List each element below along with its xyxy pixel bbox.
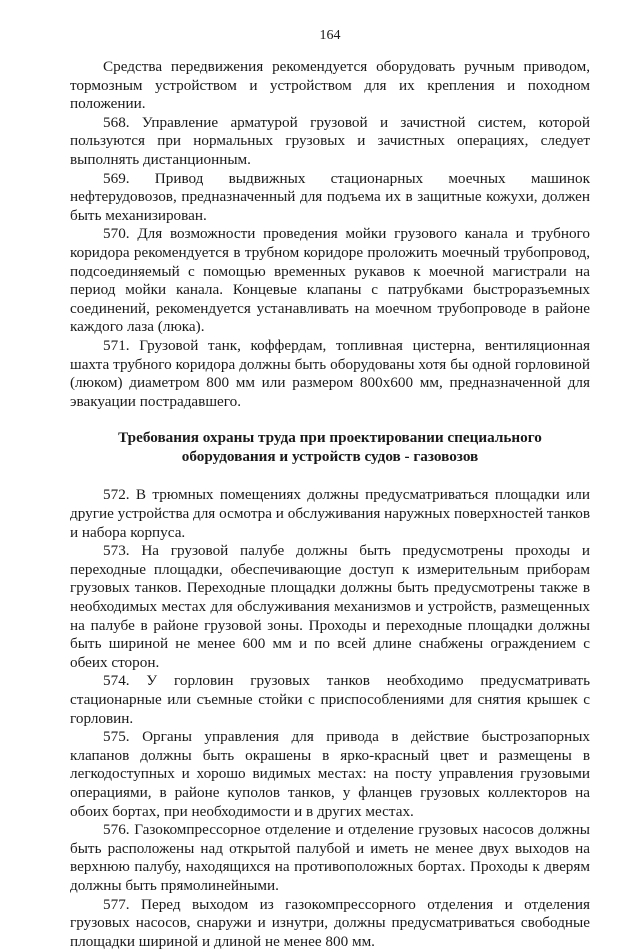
document-page xyxy=(70,28,590,951)
paragraph-569: 569. Привод выдвижных стационарных моечных машинок нефтерудовозов, предназначенный для подъема их в защитные кожухи, должен быть механизирован. xyxy=(70,169,590,224)
page-number: 164 xyxy=(319,28,341,43)
paragraph-572: 572. В трюмных помещениях должны предусматриваться площадки или другие устройства для осмотра и обслуживания наружных поверхностей танков и набора корпуса. xyxy=(70,486,590,541)
section-heading-line-2: оборудования и устройств судов - газовозов xyxy=(181,447,479,465)
paragraph-571: 571. Грузовой танк, коффердам, топливная цистерна, вентиляционная шахта трубного коридора должны быть оборудованы хотя бы одной горловиной (люком) диаметром 800 мм или размером 800х600 мм, предназначенной для эвакуации пострадавшего. xyxy=(70,336,590,410)
paragraph-mobility-equipment: Средства передвижения рекомендуется оборудовать ручным приводом, тормозным устройством и устройством для их крепления и походном положении. xyxy=(70,58,590,113)
section-heading xyxy=(70,429,590,466)
paragraph-577: 577. Перед выходом из газокомпрессорного отделения и отделения грузовых насосов, снаружи и изнутри, должны предусматриваться свободные площадки шириной и длиной не менее 800 мм. xyxy=(70,895,590,950)
paragraph-573: 573. На грузовой палубе должны быть предусмотрены проходы и переходные площадки, обеспечивающие доступ к измерительным приборам грузовых танков. Переходные площадки должны быть предусмотрены также в необходимых местах для обслуживания механизмов и устройств, размещенных на палубе в районе грузовой зоны. Проходы и переходные площадки должны быть шириной не менее 600 мм и по всей длине снабжены ограждением с обеих сторон. xyxy=(70,542,590,671)
paragraph-570: 570. Для возможности проведения мойки грузового канала и трубного коридора рекомендуется в трубном коридоре проложить моечный трубопровод, подсоединяемый с помощью временных рукавов к моечной магистрали на период мойки канала. Концевые клапаны с патрубками быстроразъемных соединений, рекомендуется устанавливать на моечном трубопроводе в районе каждого лаза (люка). xyxy=(70,225,590,336)
paragraph-575: 575. Органы управления для привода в действие быстрозапорных клапанов должны быть окрашены в ярко-красный цвет и размещены в легкодоступных и хорошо видимых местах: на посту управления грузовыми операциями, в районе куполов танков, у фланцев грузовых коллекторов на обоих бортах, при необходимости и в других местах. xyxy=(70,728,590,820)
paragraph-568: 568. Управление арматурой грузовой и зачистной систем, которой пользуются при нормальных грузовых и зачистных операциях, следует выполнять дистанционным. xyxy=(70,113,590,168)
section-heading-line-1: Требования охраны труда при проектировании специального xyxy=(118,429,542,447)
paragraph-576: 576. Газокомпрессорное отделение и отделение грузовых насосов должны быть расположены над открытой палубой и иметь не менее двух выходов на верхнюю палубу, находящихся на противоположных бортах. Проходы к дверям должны быть прямолинейными. xyxy=(70,821,590,894)
paragraph-574: 574. У горловин грузовых танков необходимо предусматривать стационарные или съемные стойки с приспособлениями для снятия крышек с горловин. xyxy=(70,672,590,727)
